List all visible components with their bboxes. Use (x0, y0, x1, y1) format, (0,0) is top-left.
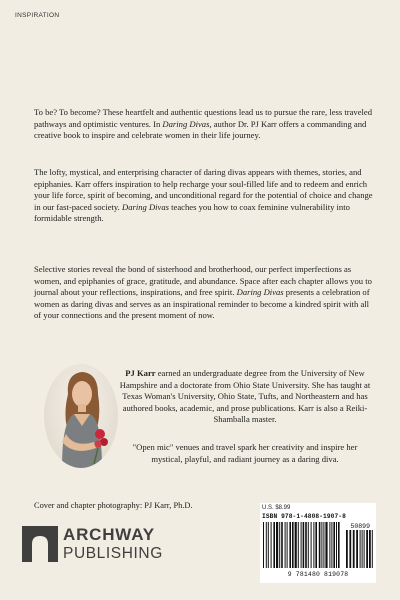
author-name: PJ Karr (125, 368, 156, 378)
barcode-bar (279, 522, 280, 568)
paragraph-text: teaches you how to coax feminine vulnerability into formidable strength. (34, 201, 350, 224)
barcode-bar (303, 522, 305, 568)
barcode-bar (281, 522, 283, 568)
publisher-logo (22, 524, 182, 564)
barcode-bar (329, 522, 330, 568)
barcode-bar (315, 522, 317, 568)
barcode-bar (298, 522, 299, 568)
author-bio-text: earned an undergraduate degree from the University of New Hampshire and a doctorate from Ohio State University. She has taught at Texas Woman's University, Ohio State, Tufts, and Northeastern and has authored books, academic, and prose publications. Karr is also a Reiki-Shamballa master. (119, 368, 371, 425)
barcode-addon-bar (349, 530, 351, 568)
barcode-addon-bar (346, 530, 348, 568)
barcode-addon-bar (369, 530, 371, 568)
barcode-bar (276, 522, 278, 568)
barcode-bar (333, 522, 335, 568)
author-photo (44, 364, 118, 468)
barcode-bar (311, 522, 312, 568)
description-paragraph-2 (34, 167, 374, 225)
author-bio (116, 368, 374, 426)
book-title-italic: Daring Divas (121, 201, 170, 212)
barcode-addon-bar (362, 530, 363, 568)
barcode-bar (308, 522, 309, 568)
barcode-addon-bar (366, 530, 368, 568)
author-portrait-illustration (44, 364, 118, 468)
paragraph-text: The lofty, mystical, and enterprising character of daring divas appears with themes, stories, and epiphanies. Karr offers inspiration to help recharge your soul-filled life and to redeem and enrich your life force, spirit of becoming, and unconditional regard for the potential of choice and change in our fast-paced society. (34, 167, 373, 212)
photo-credit: Cover and chapter photography: PJ Karr, Ph.D. (34, 501, 193, 510)
paragraph-text: To be? To become? These heartfelt and authentic questions lead us to pursue the rare, less traveled pathways and optimistic ventures. In (34, 107, 373, 129)
paragraph-text: Selective stories reveal the bond of sisterhood and brotherhood, our perfect imperfections as women, and epiphanies of grace, gratitude, and abundance. Space after each chapter allows you to journal about your reflections, inspirations, and free spirit. (34, 264, 372, 298)
barcode-addon-bar (364, 530, 365, 568)
barcode-bar (273, 522, 275, 568)
barcode-bars (262, 522, 374, 570)
barcode-bar (336, 522, 337, 568)
barcode-number: 9 781480 819078 (287, 571, 349, 578)
barcode-bar (301, 522, 302, 568)
barcode-bar (319, 522, 321, 568)
barcode-bar (321, 522, 322, 568)
paragraph-text: , author Dr. PJ Karr offers a commanding and creative book to inspire and celebrate women in their life journey. (34, 118, 367, 141)
genre-label: INSPIRATION (15, 12, 60, 19)
barcode-addon-bar (372, 530, 373, 568)
price-label: U.S. $8.99 (262, 505, 291, 511)
barcode-addon-bar (360, 530, 361, 568)
description-paragraph-3 (34, 264, 374, 322)
barcode-bar (305, 522, 307, 568)
description-paragraph-1 (34, 107, 374, 142)
barcode-bar (287, 522, 288, 568)
barcode-bar (325, 522, 327, 568)
barcode-bar (268, 522, 269, 568)
book-title-italic: Daring Divas (162, 118, 210, 129)
barcode-bar (285, 522, 286, 568)
barcode-bar (289, 522, 291, 568)
barcode-bar (323, 522, 324, 568)
barcode-bar (271, 522, 272, 568)
publisher-name-line1: ARCHWAY (63, 525, 155, 544)
barcode-bar (266, 522, 267, 568)
isbn-label: ISBN 978-1-4808-1907-8 (262, 513, 346, 520)
barcode-addon-bar (356, 530, 358, 568)
author-bio-2: "Open mic" venues and travel spark her creativity and inspire her mystical, playful, and radiant journey as a daring diva. (132, 442, 358, 464)
paragraph-text: presents a celebration of women as daring divas and serves as an inspirational reminder to become a kindred spirit with all of your connections and the present moment of now. (34, 287, 370, 321)
archway-arch-icon (22, 526, 58, 562)
barcode-addon-bar (353, 530, 355, 568)
book-title-italic: Daring Divas (236, 287, 284, 298)
barcode-bar (263, 522, 264, 568)
barcode-bar (331, 522, 332, 568)
barcode-bar (338, 522, 340, 568)
barcode-bar (313, 522, 314, 568)
barcode-addon-number: 50899 (350, 523, 370, 530)
publisher-name-line2: PUBLISHING (63, 545, 163, 562)
barcode-bar (292, 522, 294, 568)
barcode-bar (295, 522, 297, 568)
